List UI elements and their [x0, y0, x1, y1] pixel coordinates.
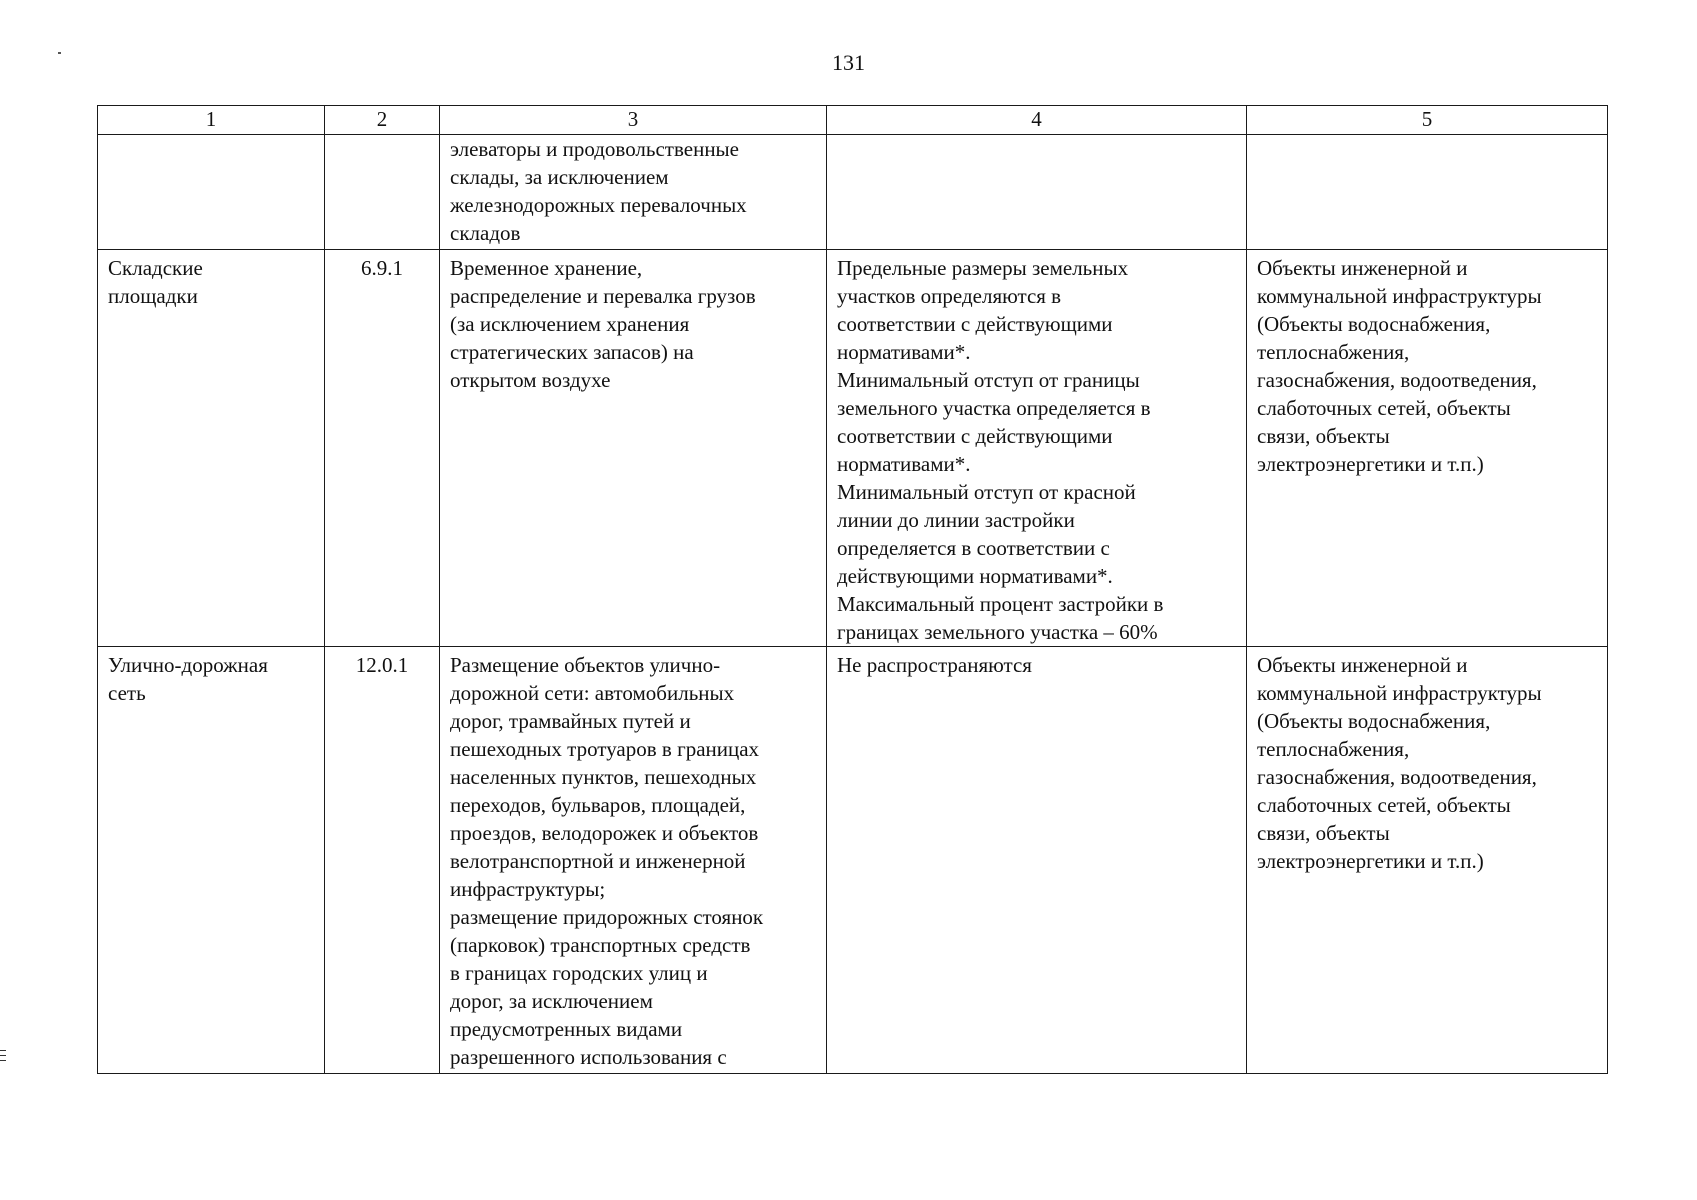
text-line: проездов, велодорожек и объектов	[450, 821, 759, 845]
text-line: (за исключением хранения	[450, 312, 690, 336]
column-header-3: 3	[440, 106, 827, 135]
text-line: Максимальный процент застройки в	[837, 592, 1164, 616]
text-line: соответствии с действующими	[837, 424, 1113, 448]
text-line: границах земельного участка – 60%	[837, 620, 1158, 644]
text-line: теплоснабжения,	[1257, 340, 1410, 364]
text-line: инфраструктуры;	[450, 877, 606, 901]
cell-use-name	[98, 135, 325, 250]
land-use-table	[97, 105, 1608, 1074]
cell-auxiliary-uses	[1247, 250, 1608, 647]
text-line: Не распространяются	[837, 653, 1032, 677]
cell-parameters	[827, 250, 1247, 647]
table-header-row	[98, 106, 1608, 135]
table-row-street-network	[98, 647, 1608, 1074]
text-line: действующими нормативами*.	[837, 564, 1113, 588]
text-line: коммунальной инфраструктуры	[1257, 284, 1542, 308]
text-line: складов	[450, 221, 521, 245]
text-line: соответствии с действующими	[837, 312, 1113, 336]
text-line: земельного участка определяется в	[837, 396, 1151, 420]
column-header-1: 1	[98, 106, 325, 135]
text-line: (Объекты водоснабжения,	[1257, 709, 1491, 733]
column-header-2: 2	[325, 106, 440, 135]
text-line: Складские	[108, 256, 203, 280]
cell-parameters	[827, 135, 1247, 250]
text-line: Минимальный отступ от границы	[837, 368, 1140, 392]
cell-use-code: 12.0.1	[325, 647, 440, 1074]
scan-mark	[0, 1050, 6, 1051]
text-line: распределение и перевалка грузов	[450, 284, 756, 308]
text-line: в границах городских улиц и	[450, 961, 708, 985]
text-line: предусмотренных видами	[450, 1017, 683, 1041]
text-line: дорог, трамвайных путей и	[450, 709, 691, 733]
cell-use-name	[98, 647, 325, 1074]
text-line: сеть	[108, 681, 146, 705]
cell-auxiliary-uses	[1247, 647, 1608, 1074]
text-line: коммунальной инфраструктуры	[1257, 681, 1542, 705]
cell-use-description	[440, 250, 827, 647]
text-line: (парковок) транспортных средств	[450, 933, 751, 957]
cell-parameters	[827, 647, 1247, 1074]
text-line: (Объекты водоснабжения,	[1257, 312, 1491, 336]
text-line: теплоснабжения,	[1257, 737, 1410, 761]
text-line: дорожной сети: автомобильных	[450, 681, 735, 705]
text-line: газоснабжения, водоотведения,	[1257, 765, 1537, 789]
text-line: связи, объекты	[1257, 821, 1390, 845]
text-line: слаботочных сетей, объекты	[1257, 396, 1511, 420]
cell-use-description	[440, 647, 827, 1074]
text-line: Временное хранение,	[450, 256, 643, 280]
text-line: газоснабжения, водоотведения,	[1257, 368, 1537, 392]
column-header-5: 5	[1247, 106, 1608, 135]
table-row-continuation	[98, 135, 1608, 250]
text-line: открытом воздухе	[450, 368, 611, 392]
text-line: участков определяются в	[837, 284, 1062, 308]
text-line: нормативами*.	[837, 340, 971, 364]
text-line: элеваторы и продовольственные	[450, 137, 739, 161]
text-line: размещение придорожных стоянок	[450, 905, 764, 929]
text-line: разрешенного использования с	[450, 1045, 727, 1069]
scan-edge-marks	[0, 1050, 8, 1065]
cell-use-description	[440, 135, 827, 250]
table-row-storage-sites	[98, 250, 1608, 647]
text-line: дорог, за исключением	[450, 989, 653, 1013]
text-line: Улично-дорожная	[108, 653, 268, 677]
scan-mark	[0, 1055, 6, 1056]
text-line: линии до линии застройки	[837, 508, 1075, 532]
text-line: переходов, бульваров, площадей,	[450, 793, 746, 817]
page-number: 131	[832, 50, 865, 75]
text-line: связи, объекты	[1257, 424, 1390, 448]
text-line: Объекты инженерной и	[1257, 653, 1468, 677]
text-line: Объекты инженерной и	[1257, 256, 1468, 280]
cell-auxiliary-uses	[1247, 135, 1608, 250]
text-line: определяется в соответствии с	[837, 536, 1110, 560]
text-line: электроэнергетики и т.п.)	[1257, 849, 1484, 873]
text-line: нормативами*.	[837, 452, 971, 476]
text-line: склады, за исключением	[450, 165, 669, 189]
text-line: железнодорожных перевалочных	[450, 193, 747, 217]
text-line: Предельные размеры земельных	[837, 256, 1129, 280]
text-line: Размещение объектов улично-	[450, 653, 721, 677]
cell-use-code: 6.9.1	[325, 250, 440, 647]
column-header-4: 4	[827, 106, 1247, 135]
cell-use-code	[325, 135, 440, 250]
text-line: пешеходных тротуаров в границах	[450, 737, 760, 761]
text-line: площадки	[108, 284, 198, 308]
cell-use-name	[98, 250, 325, 647]
text-line: велотранспортной и инженерной	[450, 849, 746, 873]
scan-mark	[0, 1060, 6, 1061]
text-line: населенных пунктов, пешеходных	[450, 765, 757, 789]
text-line: слаботочных сетей, объекты	[1257, 793, 1511, 817]
text-line: электроэнергетики и т.п.)	[1257, 452, 1484, 476]
text-line: Минимальный отступ от красной	[837, 480, 1136, 504]
text-line: стратегических запасов) на	[450, 340, 694, 364]
